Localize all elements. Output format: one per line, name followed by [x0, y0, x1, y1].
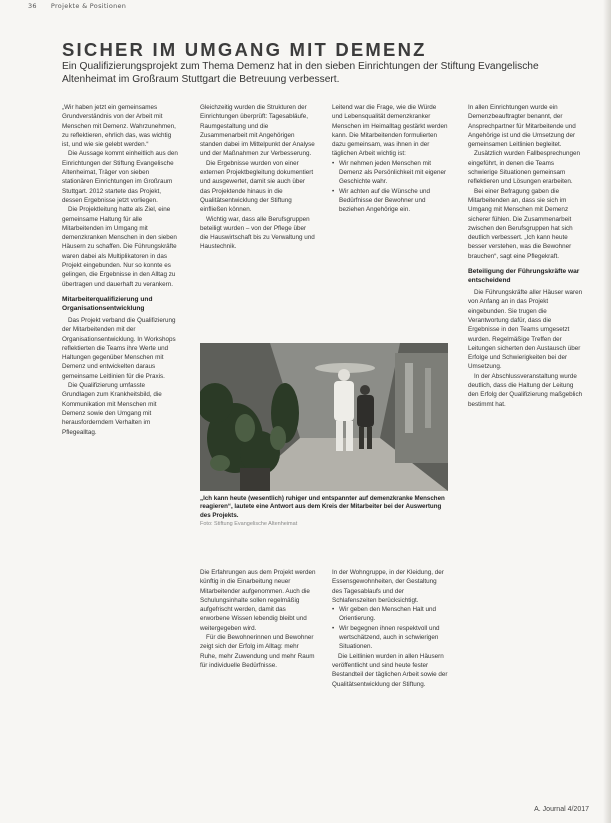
body-paragraph: Die Führungskräfte aller Häuser waren von Anfang an in das Projekt eingebunden. Sie trugen die Verantwortung dafür, dass die Ergebnisse in den Teams umgesetzt wurden. Regelmäßige Treffen der Leitungen sicherten den Austausch über Erfolge und Schwierigkeiten bei der Umsetzung. — [468, 289, 583, 371]
article-title: SICHER IM UMGANG MIT DEMENZ — [62, 39, 427, 60]
text-column-6 — [332, 568, 448, 803]
running-header — [28, 0, 588, 12]
body-paragraph: In der Wohngruppe, in der Kleidung, der Essensgewohnheiten, der Gestaltung des Tagesablaufs und der Schlafenszeiten berücksichtigt. — [332, 569, 444, 604]
body-paragraph: In der Abschlussveranstaltung wurde deutlich, dass die Haltung der Leitung den Erfolg der Qualifizierung maßgeblich bestimmt hat. — [468, 372, 583, 408]
section-heading: Beteiligung der Führungskräfte war entscheidend — [468, 268, 580, 285]
text-column-2 — [200, 103, 316, 338]
body-paragraph: Leitend war die Frage, wie die Würde und Lebensqualität demenzkranker Menschen im Heimalltag gestärkt werden kann. Die Mitarbeitenden formulierten dazu gemeinsam, was ihnen in der täglichen Arbeit wichtig ist: — [332, 104, 448, 158]
text-column-5 — [200, 568, 316, 803]
text-column-1 — [62, 103, 178, 803]
bullet-list — [332, 159, 448, 215]
bullet-item: • Wir nehmen jeden Menschen mit Demenz als Persönlichkeit mit eigener Geschichte wahr. — [332, 159, 448, 187]
body-paragraph: In allen Einrichtungen wurde ein Demenzbeauftragter benannt, der Ansprechpartner für Mitarbeitende und Angehörige ist und die Umsetzung der gemeinsamen Leitlinien begleitet. — [468, 104, 576, 149]
body-paragraph: Das Projekt verband die Qualifizierung der Mitarbeitenden mit der Organisationsentwicklung. In Workshops reflektierten die Teams ihre Werte und Haltungen gegenüber Menschen mit Demenz und entwickelten daraus gemeinsame Leitlinien für die Praxis. — [62, 316, 176, 380]
text-column-4 — [468, 103, 584, 803]
body-paragraph: Gleichzeitig wurden die Strukturen der Einrichtungen überprüft: Tagesabläufe, Raumgestaltung und die Zusammenarbeit mit Angehörigen standen dabei im Mittelpunkt der Analyse und der Maßnahmen zur Verbesserung. — [200, 104, 315, 158]
bullet-item: • Wir begegnen ihnen respektvoll und wertschätzend, auch in schwierigen Situationen. — [332, 624, 448, 652]
body-paragraph: „Wir haben jetzt ein gemeinsames Grundverständnis von der Arbeit mit Menschen mit Demenz. Wahrzunehmen, zu reflektieren, ehrlich das, was wichtig ist, und wie sie gelebt werden.“ — [62, 104, 176, 149]
body-paragraph: Wichtig war, dass alle Berufsgruppen beteiligt wurden – von der Pflege über die Hauswirtschaft bis zu Verwaltung und Haustechnik. — [200, 215, 315, 251]
body-paragraph: Die Aussage kommt einheitlich aus den Einrichtungen der Stiftung Evangelische Altenheimat, Träger von sieben stationären Einrichtungen im Großraum Stuttgart. 2012 startete das Projekt, dessen Ergebnisse jetzt vorliegen. — [62, 150, 178, 204]
body-paragraph: Die Leitlinien wurden in allen Häusern veröffentlicht und sind heute fester Bestandteil der täglichen Arbeit sowie der Qualitätsentwicklung der Stiftung. — [332, 652, 448, 688]
body-paragraph: Für die Bewohnerinnen und Bewohner zeigt sich der Erfolg im Alltag: mehr Ruhe, mehr Zuwendung und mehr Raum für individuelle Bedürfnisse. — [200, 634, 315, 669]
body-paragraph: Zusätzlich wurden Fallbesprechungen eingeführt, in denen die Teams schwierige Situationen gemeinsam reflektieren und Lösungen erarbeiten. — [468, 150, 581, 186]
body-paragraph: Die Projektleitung hatte als Ziel, eine gemeinsame Haltung für alle Mitarbeitenden im Umgang mit demenzkranken Menschen in den sieben Häusern zu schaffen. Die Führungskräfte waren dabei als Multiplikatoren in das Projekt eingebunden. Nur so konnte es gelingen, die Ergebnisse in den Alltag zu übertragen und dauerhaft zu verankern. — [62, 206, 177, 288]
bullet-item: • Wir achten auf die Wünsche und Bedürfnisse der Bewohner und beziehen Angehörige ein. — [332, 187, 448, 215]
page-number: 36 — [28, 2, 37, 10]
section-label: Projekte & Positionen — [50, 2, 127, 10]
body-paragraph: Bei einer Befragung gaben die Mitarbeitenden an, dass sie sich im Umgang mit Menschen mit Demenz sicherer fühlen. Die Zusammenarbeit zwischen den Berufsgruppen hat sich deutlich verbessert. „Ich kann heute besser verstehen, was die Bewohner brauchen“, sagt eine Pflegekraft. — [468, 187, 573, 260]
bullet-list — [332, 605, 448, 651]
body-paragraph: Die Qualifizierung umfasste Grundlagen zum Krankheitsbild, die Kommunikation mit Menschen mit Demenz sowie den Umgang mit herausforderndem Verhalten im Pflegealltag. — [62, 382, 162, 436]
page-footer: A. Journal 4/2017 — [534, 806, 589, 813]
photo-credit: Foto: Stiftung Evangelische Altenheimat — [200, 521, 298, 527]
text-column-3 — [332, 103, 448, 338]
scan-edge-shadow — [603, 0, 611, 823]
section-heading: Mitarbeiterqualifizierung und Organisationsentwicklung — [62, 295, 153, 312]
body-paragraph: Die Erfahrungen aus dem Projekt werden künftig in die Einarbeitung neuer Mitarbeitender aufgenommen. Auch die Schulungsinhalte sollen regelmäßig aufgefrischt werden, damit das erworbene Wissen lebendig bleibt und weitergegeben wird. — [200, 569, 316, 632]
article-photo — [200, 343, 448, 491]
photo-caption: „Ich kann heute (wesentlich) ruhiger und entspannter auf demenzkranke Menschen reagieren“, lautete eine Antwort aus dem Kreis der Mitarbeiter bei der Auswertung des Projekts. — [200, 495, 445, 519]
body-paragraph: Die Ergebnisse wurden von einer externen Projektbegleitung dokumentiert und ausgewertet, damit sie auch über das Projektende hinaus in die Qualitätsentwicklung der Stiftung einfließen können. — [200, 159, 314, 214]
bullet-item: • Wir geben den Menschen Halt und Orientierung. — [332, 605, 448, 624]
article-subtitle: Ein Qualifizierungsprojekt zum Thema Demenz hat in den sieben Einrichtungen der Stiftung Evangelische Altenheimat im Großraum Stuttgart die Betreuung verbessert. — [62, 61, 539, 85]
